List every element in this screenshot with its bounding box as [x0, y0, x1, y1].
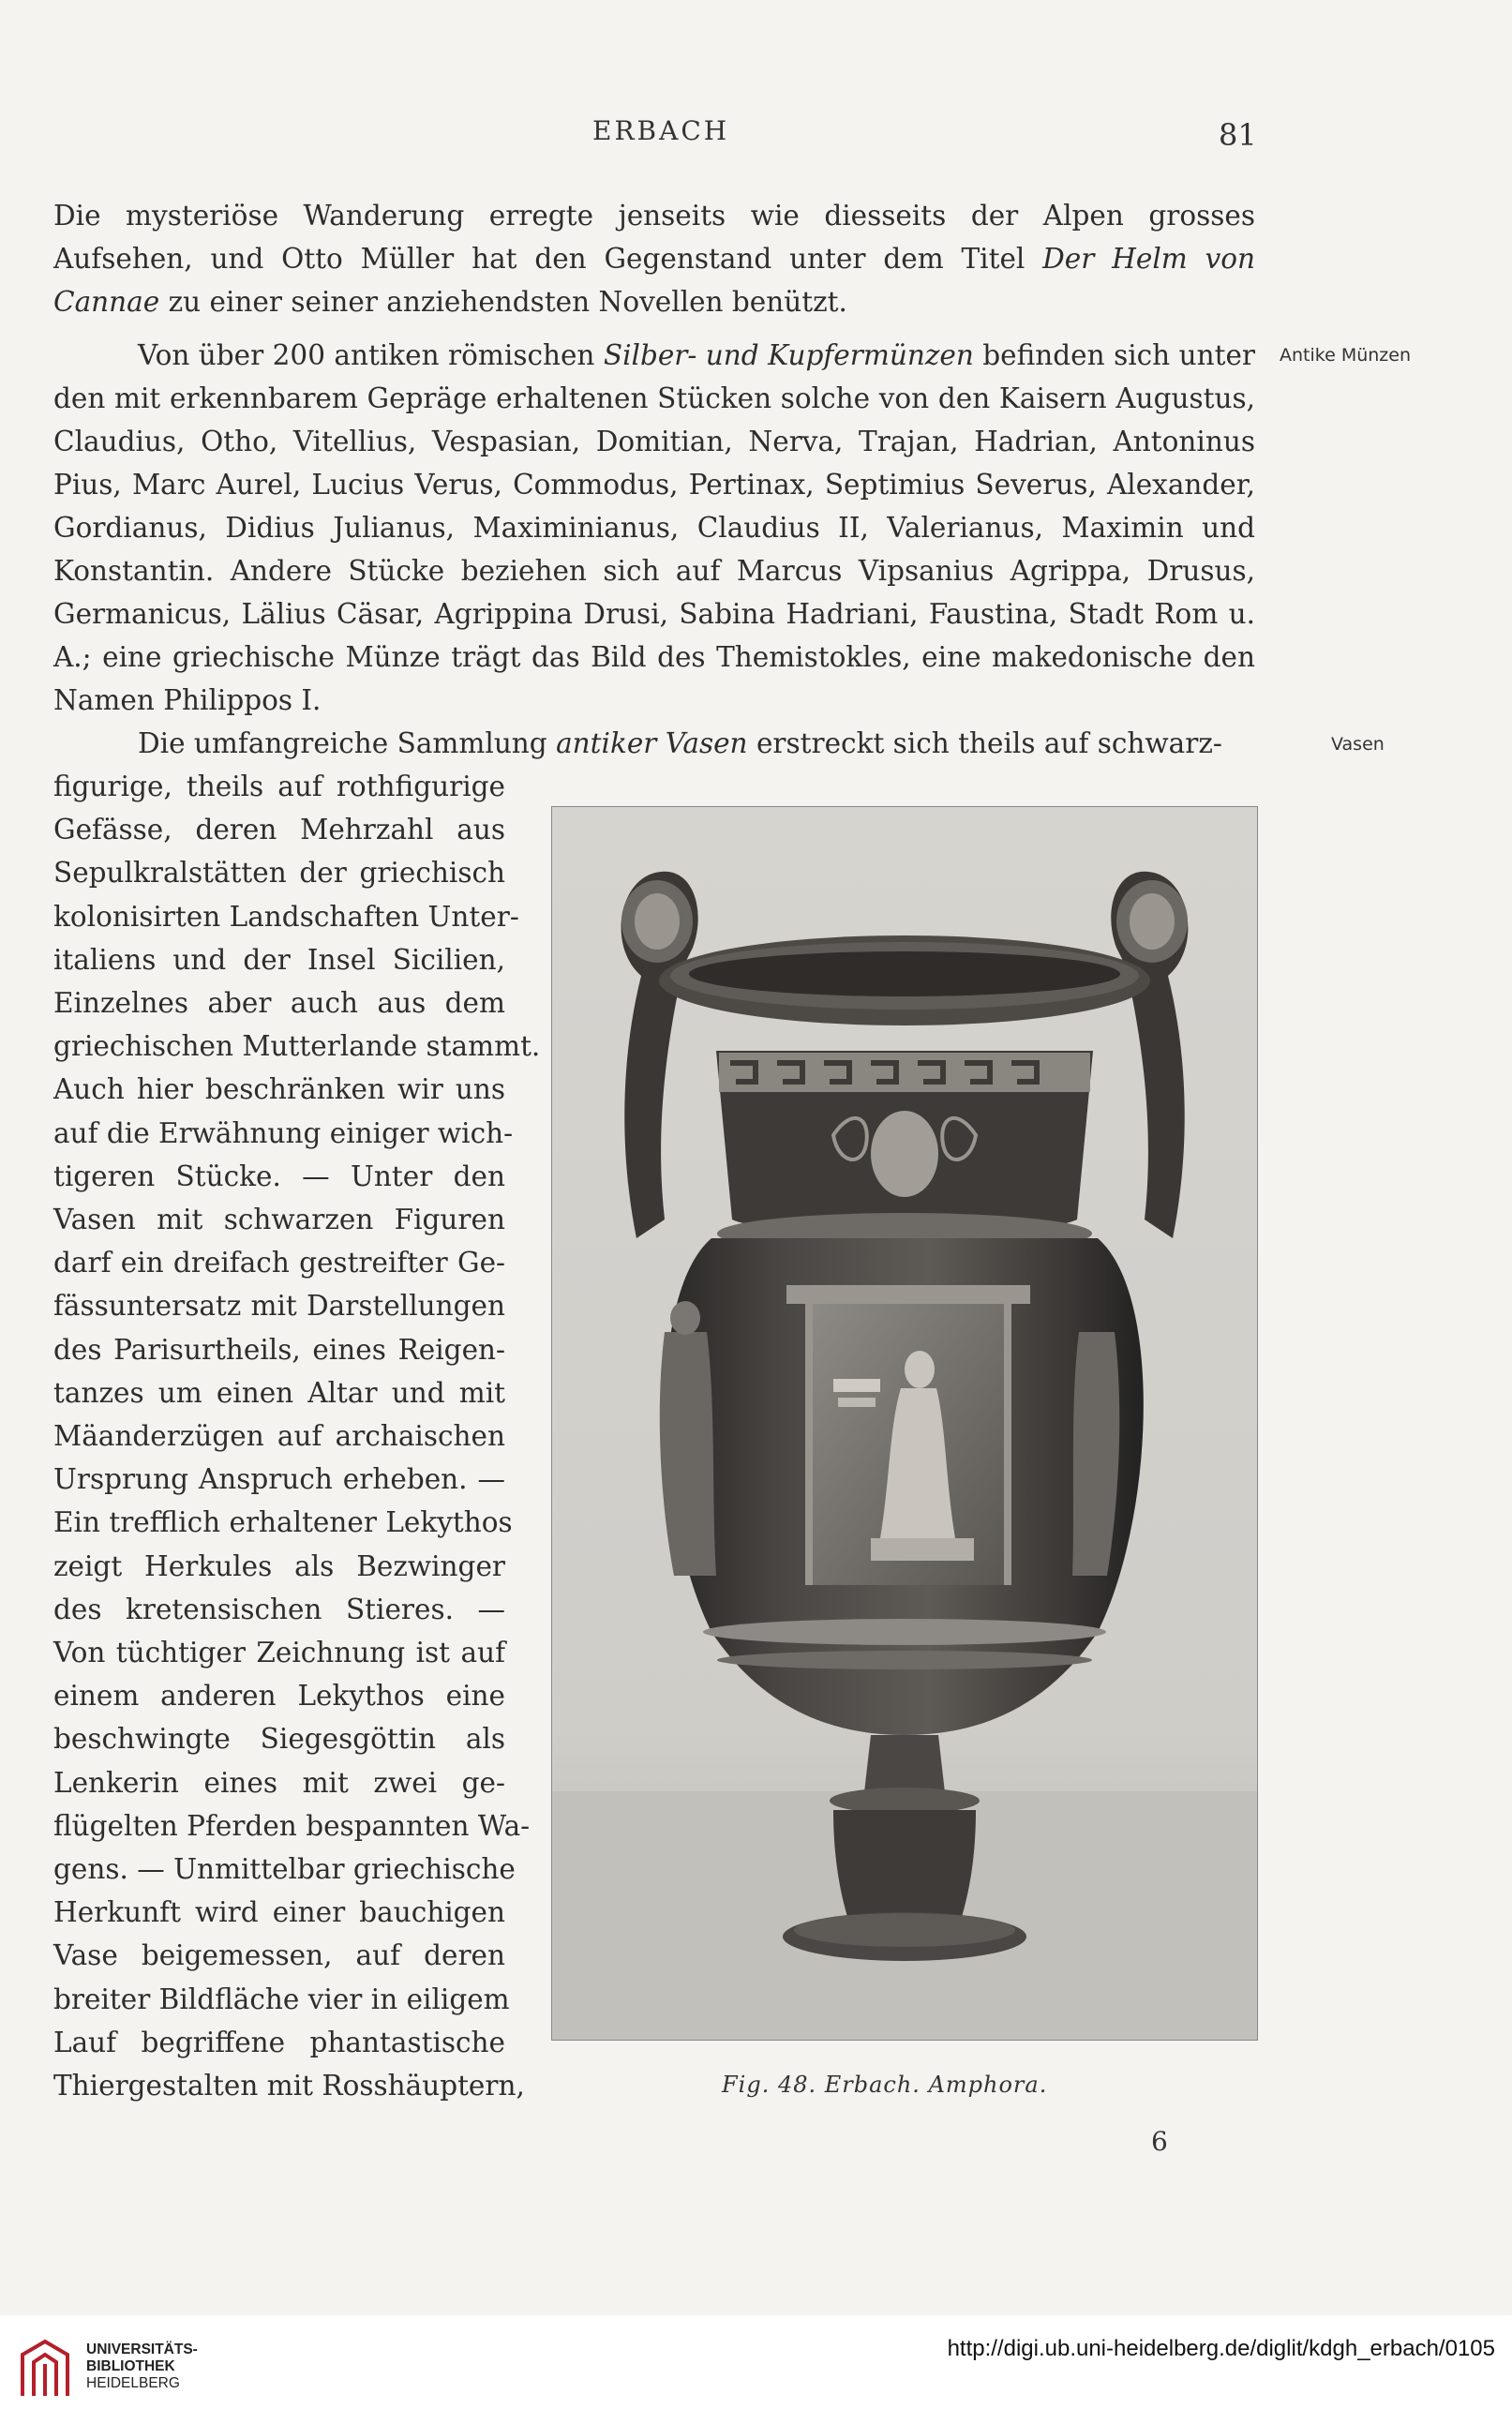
signature-mark: 6: [1151, 2126, 1168, 2157]
running-title: ERBACH: [592, 115, 730, 146]
library-logo-icon: [17, 2336, 77, 2402]
text-line: Gefässe, deren Mehrzahl aus: [53, 814, 505, 846]
text-line: Ein trefflich erhaltener Lekythos: [53, 1506, 513, 1539]
text-line: Sepulkralstätten der griechisch: [53, 857, 505, 890]
paragraph-3-end: erstreckt sich theils auf schwarz-: [747, 727, 1222, 759]
text-line: breiter Bildfläche vier in eiligem: [53, 1983, 510, 2015]
text-line: auf die Erwähnung einiger wich-: [53, 1116, 514, 1149]
text-line: tanzes um einen Altar und mit: [53, 1376, 505, 1409]
text-line: beschwingte Siegesgöttin als: [53, 1723, 505, 1756]
text-line: Lenkerin eines mit zwei ge-: [53, 1766, 505, 1799]
text-line: Mäanderzügen auf archaischen: [53, 1420, 505, 1453]
paragraph-2-text: Von über 200 antiken römischen: [138, 339, 604, 371]
margin-note-coins: Antike Münzen: [1280, 345, 1412, 366]
text-line: Thiergestalten mit Rosshäuptern,: [53, 2070, 525, 2102]
paragraph-3-text: Die umfangreiche Sammlung: [138, 727, 557, 759]
amphora-illustration: [552, 807, 1257, 2040]
text-line: Ursprung Anspruch erheben. —: [53, 1463, 505, 1496]
text-line: zeigt Herkules als Bezwinger: [53, 1549, 505, 1582]
text-line: fässuntersatz mit Darstellungen: [53, 1290, 505, 1323]
text-line: des Parisurtheils, eines Reigen-: [53, 1333, 505, 1366]
text-line: Vasen mit schwarzen Figuren: [53, 1204, 505, 1236]
text-line: tigeren Stücke. — Unter den: [53, 1160, 505, 1192]
vases-term: antiker Vasen: [556, 727, 748, 759]
text-line: italiens und der Insel Sicilien,: [53, 943, 505, 976]
text-line: Herkunft wird einer bauchigen: [53, 1896, 505, 1929]
text-line: flügelten Pferden bespannten Wa-: [53, 1809, 531, 1842]
text-line: Von tüchtiger Zeichnung ist auf: [53, 1637, 505, 1669]
text-line: Auch hier beschränken wir uns: [53, 1073, 505, 1106]
paragraph-2-end: befinden sich unter den mit erkennbarem Gepräge erhaltenen Stücken solche von den Kaisern Augustus, Claudius, Otho, Vitellius, Vespasian, Domitian, Nerva, Trajan, Hadrian, Antoninus Pius, Marc Aurel, Lucius Verus, Commodus, Pertinax, Septimius Severus, Alexander, Gordianus, Didius Julianus, Maximinianus, Claudius II, Valerianus, Maximin und Konstantin. Andere Stücke beziehen sich auf Marcus Vipsanius Agrippa, Drusus, Germanicus, Lälius Cäsar, Agrippina Drusi, Sabina Hadriani, Faustina, Stadt Rom u. A.; eine griechische Münze trägt das Bild des Themistokles, eine makedonische den Namen Philippos I.: [53, 339, 1256, 716]
library-line-3: HEIDELBERG: [86, 2375, 180, 2391]
paragraph-1: [53, 194, 1255, 323]
amphora-photograph: [551, 806, 1258, 2041]
text-line: des kretensischen Stieres. —: [53, 1593, 505, 1625]
library-line-2: BIBLIOTHEK: [86, 2358, 175, 2374]
margin-note-vases: Vasen: [1331, 734, 1385, 755]
source-url-link[interactable]: http://digi.ub.uni-heidelberg.de/diglit/kdgh_erbach/0105: [947, 2336, 1495, 2361]
text-line: einem anderen Lekythos eine: [53, 1680, 505, 1713]
text-line: kolonisirten Landschaften Unter-: [53, 900, 519, 933]
text-line: Vase beigemessen, auf deren: [53, 1939, 505, 1972]
library-line-1: UNIVERSITÄTS-: [86, 2342, 198, 2357]
paragraph-1-end: zu einer seiner anziehendsten Novellen benützt.: [159, 286, 847, 318]
text-line: darf ein dreifach gestreifter Ge-: [53, 1247, 505, 1279]
paragraph-3-first-line: [53, 722, 1255, 765]
paragraph-2: [53, 334, 1255, 722]
text-line: griechischen Mutterlande stammt.: [53, 1030, 541, 1063]
novel-title: Der Helm von Cannae: [53, 243, 1256, 318]
library-name: [86, 2342, 198, 2392]
text-line: figurige, theils auf rothfigurige: [53, 771, 505, 802]
text-line: Lauf begriffene phantastische: [53, 2026, 505, 2058]
figure-caption: Fig. 48. Erbach. Amphora.: [722, 2072, 1048, 2098]
paragraph-1-text: Die mysteriöse Wanderung erregte jenseits wie diesseits der Alpen grosses Aufsehen, und Otto Müller hat den Gegenstand unter dem Titel: [53, 200, 1255, 275]
coins-term: Silber- und Kupfermünzen: [603, 339, 974, 371]
text-line: gens. — Unmittelbar griechische: [53, 1853, 516, 1886]
footer-bar: [0, 2315, 1512, 2424]
paragraph-3-column: [53, 765, 541, 2107]
page-number: 81: [1219, 117, 1257, 153]
text-line: Einzelnes aber auch aus dem: [53, 987, 505, 1020]
